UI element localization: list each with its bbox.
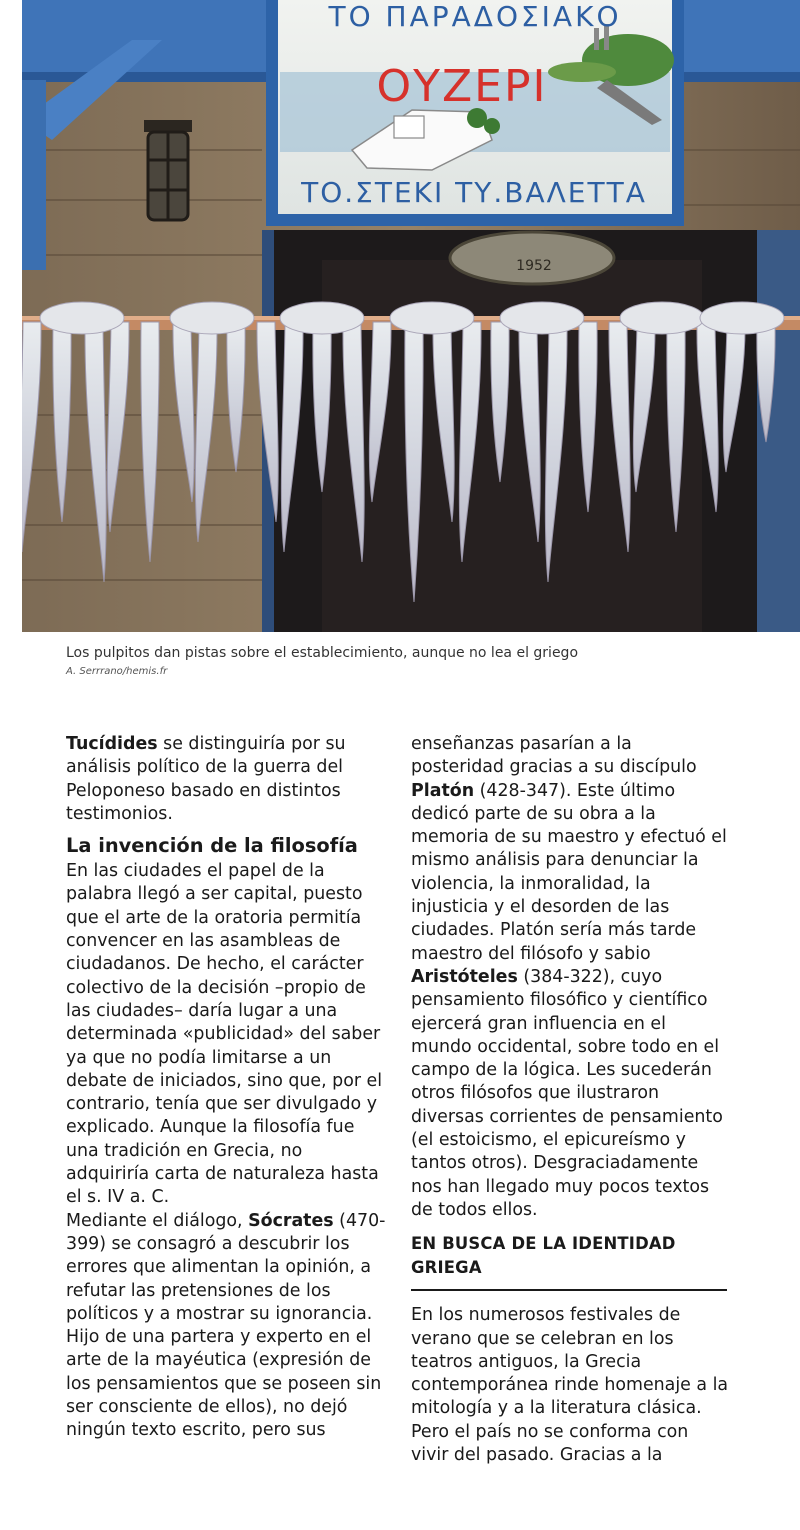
name-aristoteles: Aristóteles <box>411 966 518 987</box>
sign-line-2: ΟΥΖΕΡΙ <box>376 61 548 112</box>
paragraph-platon: enseñanzas pasarían a la posteridad gracias a su discípulo Platón (428-347). Este último dedicó parte de su obra a la memoria de su maestro y efectuó el mismo análisis para denunciar la violencia, la inmoralidad, la injusticia y el desorden de las ciudades. Platón sería más tarde maestro del filósofo y sabio Aristóteles (384-322), cuyo pensamiento filosófico y científico ejercerá gran influencia en el mundo occidental, sobre todo en el campo de la lógica. Les sucederán otros filósofos que ilustraron diversas corrientes de pensamiento (el estoicismo, el epicureísmo y tantos otros). Desgraciadamente nos han llegado muy pocos textos de todos ellos. <box>411 734 727 1220</box>
octopus-body <box>170 302 254 334</box>
sign-line-3: ΤΟ.ΣΤΕΚΙ ΤΥ.ΒΑΛΕΤΤΑ <box>301 176 647 209</box>
paragraph-ciudades: En las ciudades el papel de la palabra llegó a ser capital, puesto que el arte de la oratoria permitía convencer en las asambleas de ciudadanos. De hecho, el carácter colectivo de la decisión –propio de las ciudades– daría lugar a una determinada «publicidad» del saber ya que no podía limitarse a un debate de iniciados, sino que, por el contrario, tenía que ser divulgado y explicado. Aunque la filosofía fue una tradición en Grecia, no adquiriría carta de naturaleza hasta el s. IV a. C. <box>66 861 383 1208</box>
left-column <box>66 733 386 1443</box>
octopus-body <box>280 302 364 334</box>
photo-credit: A. Serrrano/hemis.fr <box>66 666 168 677</box>
octopus-body <box>700 302 784 334</box>
lantern-icon <box>144 120 192 220</box>
section-heading: La invención de la filosofía <box>66 834 358 858</box>
name-tucidides: Tucídides <box>66 734 158 754</box>
octopus-body <box>620 302 704 334</box>
intro-paragraph: Tucídides se distinguiría por su análisis político de la guerra del Peloponeso basado en distintos testimonios. <box>66 734 346 824</box>
plaque-year: 1952 <box>516 258 552 274</box>
name-socrates: Sócrates <box>248 1210 334 1231</box>
octopus-body <box>390 302 474 334</box>
sign-line-1: ΤΟ ΠΑΡΑΔΟΣΙΑΚΟ <box>328 0 622 33</box>
right-column <box>411 733 729 1467</box>
name-platon: Platón <box>411 780 475 801</box>
sidebar-box-divider <box>411 1289 727 1291</box>
octopus-body <box>500 302 584 334</box>
octopus-body <box>40 302 124 334</box>
sidebar-box-title: EN BUSCA DE LA IDENTIDAD GRIEGA <box>411 1234 676 1278</box>
paragraph-socrates: Mediante el diálogo, Sócrates (470-399) se consagró a descubrir los errores que alimentan la opinión, a refutar las pretensiones de los políticos y a mostrar su ignorancia. Hijo de una partera y experto en el arte de la mayéutica (expresión de los pensamientos que se poseen sin ser consciente de ellos), no dejó ningún texto escrito, pero sus <box>66 1210 386 1441</box>
photo-illustration <box>22 0 800 632</box>
sidebar-box-text: En los numerosos festivales de verano que se celebran en los teatros antiguos, la Grecia contemporánea rinde homenaje a la mitología y a la literatura clásica. Pero el país no se conforma con vivir del pasado. Gracias a la <box>411 1305 729 1466</box>
photo-caption: Los pulpitos dan pistas sobre el establecimiento, aunque no lea el griego <box>66 645 579 661</box>
photo-octopus-taverna <box>22 0 800 632</box>
